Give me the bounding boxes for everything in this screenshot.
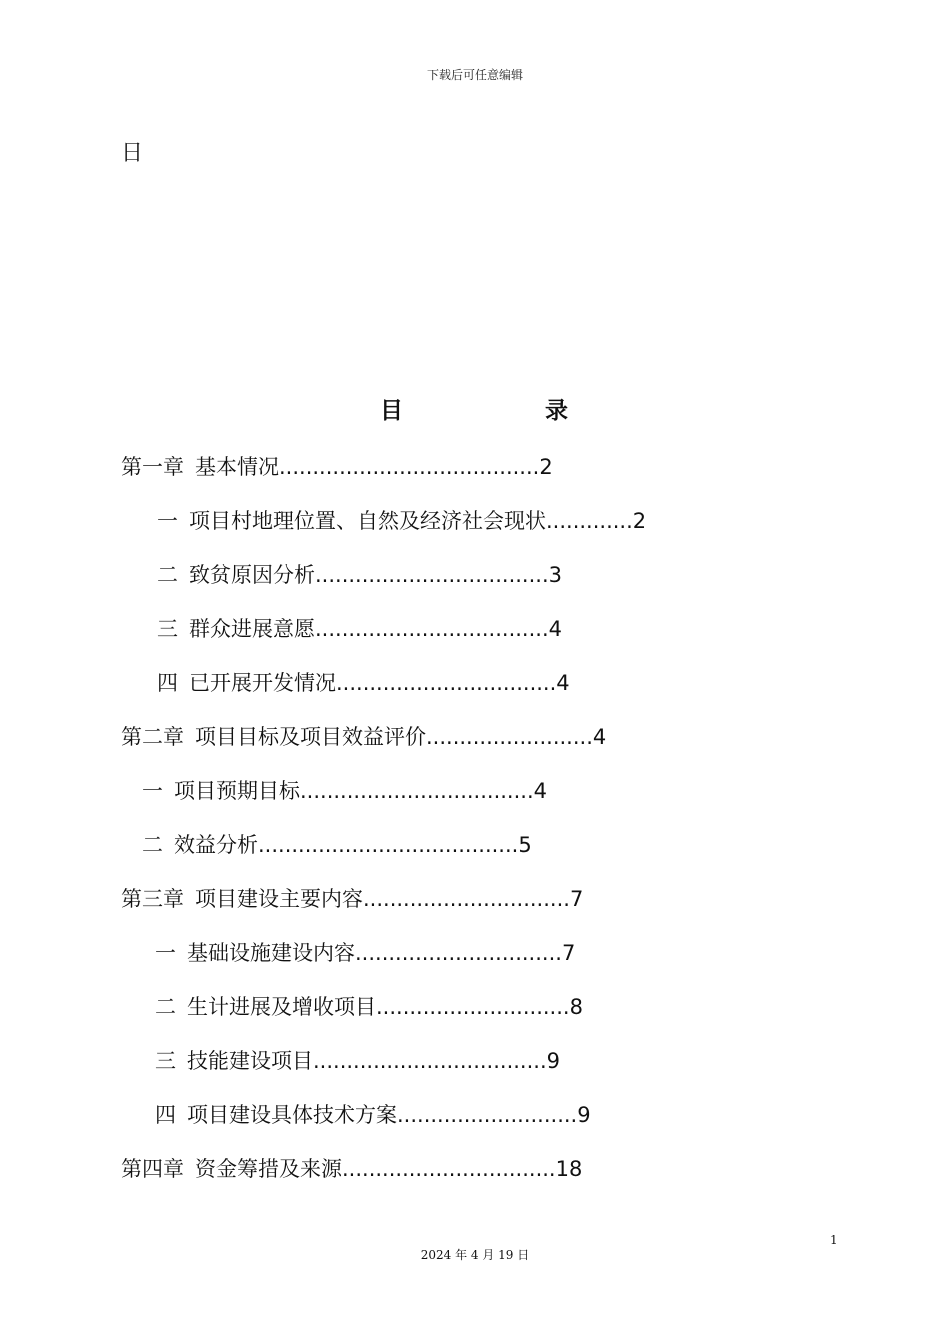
toc-entry-title: 项目建设具体技术方案	[187, 1103, 397, 1127]
toc-entry-number: 第四章	[121, 1157, 184, 1181]
toc-entry-number: 三	[157, 617, 178, 641]
toc-entry-leader: ...................................	[315, 617, 549, 641]
toc-entry-number: 四	[155, 1103, 176, 1127]
toc-entry-1-4[interactable]	[157, 668, 570, 698]
toc-entry-3-3[interactable]	[155, 1046, 560, 1076]
toc-entry-title: 群众进展意愿	[189, 617, 315, 641]
toc-entry-title: 资金筹措及来源	[195, 1157, 342, 1181]
toc-entry-title: 效益分析	[174, 833, 258, 857]
toc-entry-leader: ...........................	[397, 1103, 578, 1127]
page-footer-date: 2024 年 4 月 19 日	[420, 1248, 530, 1262]
toc-entry-1-1[interactable]	[157, 506, 646, 536]
toc-entry-chapter-2[interactable]	[121, 722, 606, 752]
toc-entry-3-1[interactable]	[155, 938, 575, 968]
toc-entry-number: 三	[155, 1049, 176, 1073]
toc-entry-page: 4	[533, 779, 548, 803]
toc-title-first: 目	[380, 398, 405, 424]
page-header: 下载后可任意编辑	[426, 68, 523, 82]
toc-entry-number: 一	[155, 941, 176, 965]
toc-entry-title: 基本情况	[195, 455, 279, 479]
toc-entry-leader: ...............................	[355, 941, 562, 965]
toc-entry-number: 二	[155, 995, 176, 1019]
toc-entry-leader: ...................................	[315, 563, 549, 587]
toc-entry-title: 基础设施建设内容	[187, 941, 355, 965]
toc-entry-chapter-4[interactable]	[121, 1154, 582, 1184]
toc-entry-title: 技能建设项目	[187, 1049, 313, 1073]
toc-title	[0, 392, 950, 425]
toc-entry-leader: .......................................	[258, 833, 519, 857]
toc-entry-number: 一	[157, 509, 178, 533]
toc-entry-page: 4	[592, 725, 607, 749]
toc-entry-leader: .......................................	[279, 455, 540, 479]
toc-entry-leader: .................................	[336, 671, 557, 695]
toc-entry-leader: ................................	[342, 1157, 556, 1181]
toc-entry-3-4[interactable]	[155, 1100, 591, 1130]
toc-entry-leader: .............	[546, 509, 633, 533]
toc-entry-page: 8	[569, 995, 583, 1019]
toc-entry-page: 4	[556, 671, 570, 695]
toc-entry-leader: ...............................	[363, 887, 570, 911]
toc-entry-page: 7	[569, 887, 584, 911]
toc-entry-3-2[interactable]	[155, 992, 583, 1022]
toc-entry-chapter-1[interactable]	[121, 452, 553, 482]
toc-entry-title: 项目目标及项目效益评价	[195, 725, 426, 749]
lead-character: 日	[121, 141, 144, 166]
toc-title-second: 录	[545, 398, 570, 424]
toc-entry-page: 7	[561, 941, 576, 965]
toc-entry-1-3[interactable]	[157, 614, 562, 644]
toc-entry-number: 第二章	[121, 725, 184, 749]
toc-entry-page: 3	[548, 563, 563, 587]
toc-entry-number: 第三章	[121, 887, 184, 911]
toc-entry-page: 18	[555, 1157, 583, 1181]
toc-entry-page: 9	[546, 1049, 561, 1073]
page-number: 1	[830, 1233, 838, 1247]
toc-entry-page: 2	[632, 509, 647, 533]
toc-entry-leader: .............................	[376, 995, 570, 1019]
toc-entry-2-1[interactable]	[142, 776, 547, 806]
toc-entry-number: 二	[157, 563, 178, 587]
toc-entry-leader: ...................................	[313, 1049, 547, 1073]
toc-entry-page: 4	[548, 617, 563, 641]
toc-entry-2-2[interactable]	[142, 830, 532, 860]
toc-entry-page: 5	[518, 833, 532, 857]
toc-entry-title: 项目预期目标	[174, 779, 300, 803]
toc-entry-1-2[interactable]	[157, 560, 562, 590]
toc-entry-leader: .........................	[426, 725, 593, 749]
toc-entry-title: 致贫原因分析	[189, 563, 315, 587]
toc-entry-page: 2	[539, 455, 553, 479]
toc-entry-chapter-3[interactable]	[121, 884, 583, 914]
toc-entry-title: 生计进展及增收项目	[187, 995, 376, 1019]
toc-entry-number: 四	[157, 671, 178, 695]
toc-entry-title: 项目建设主要内容	[195, 887, 363, 911]
toc-entry-leader: ...................................	[300, 779, 534, 803]
toc-entry-number: 一	[142, 779, 163, 803]
toc-entry-number: 第一章	[121, 455, 184, 479]
toc-entry-title: 已开展开发情况	[189, 671, 336, 695]
toc-entry-number: 二	[142, 833, 163, 857]
toc-entry-title: 项目村地理位置、自然及经济社会现状	[189, 509, 546, 533]
toc-entry-page: 9	[577, 1103, 591, 1127]
